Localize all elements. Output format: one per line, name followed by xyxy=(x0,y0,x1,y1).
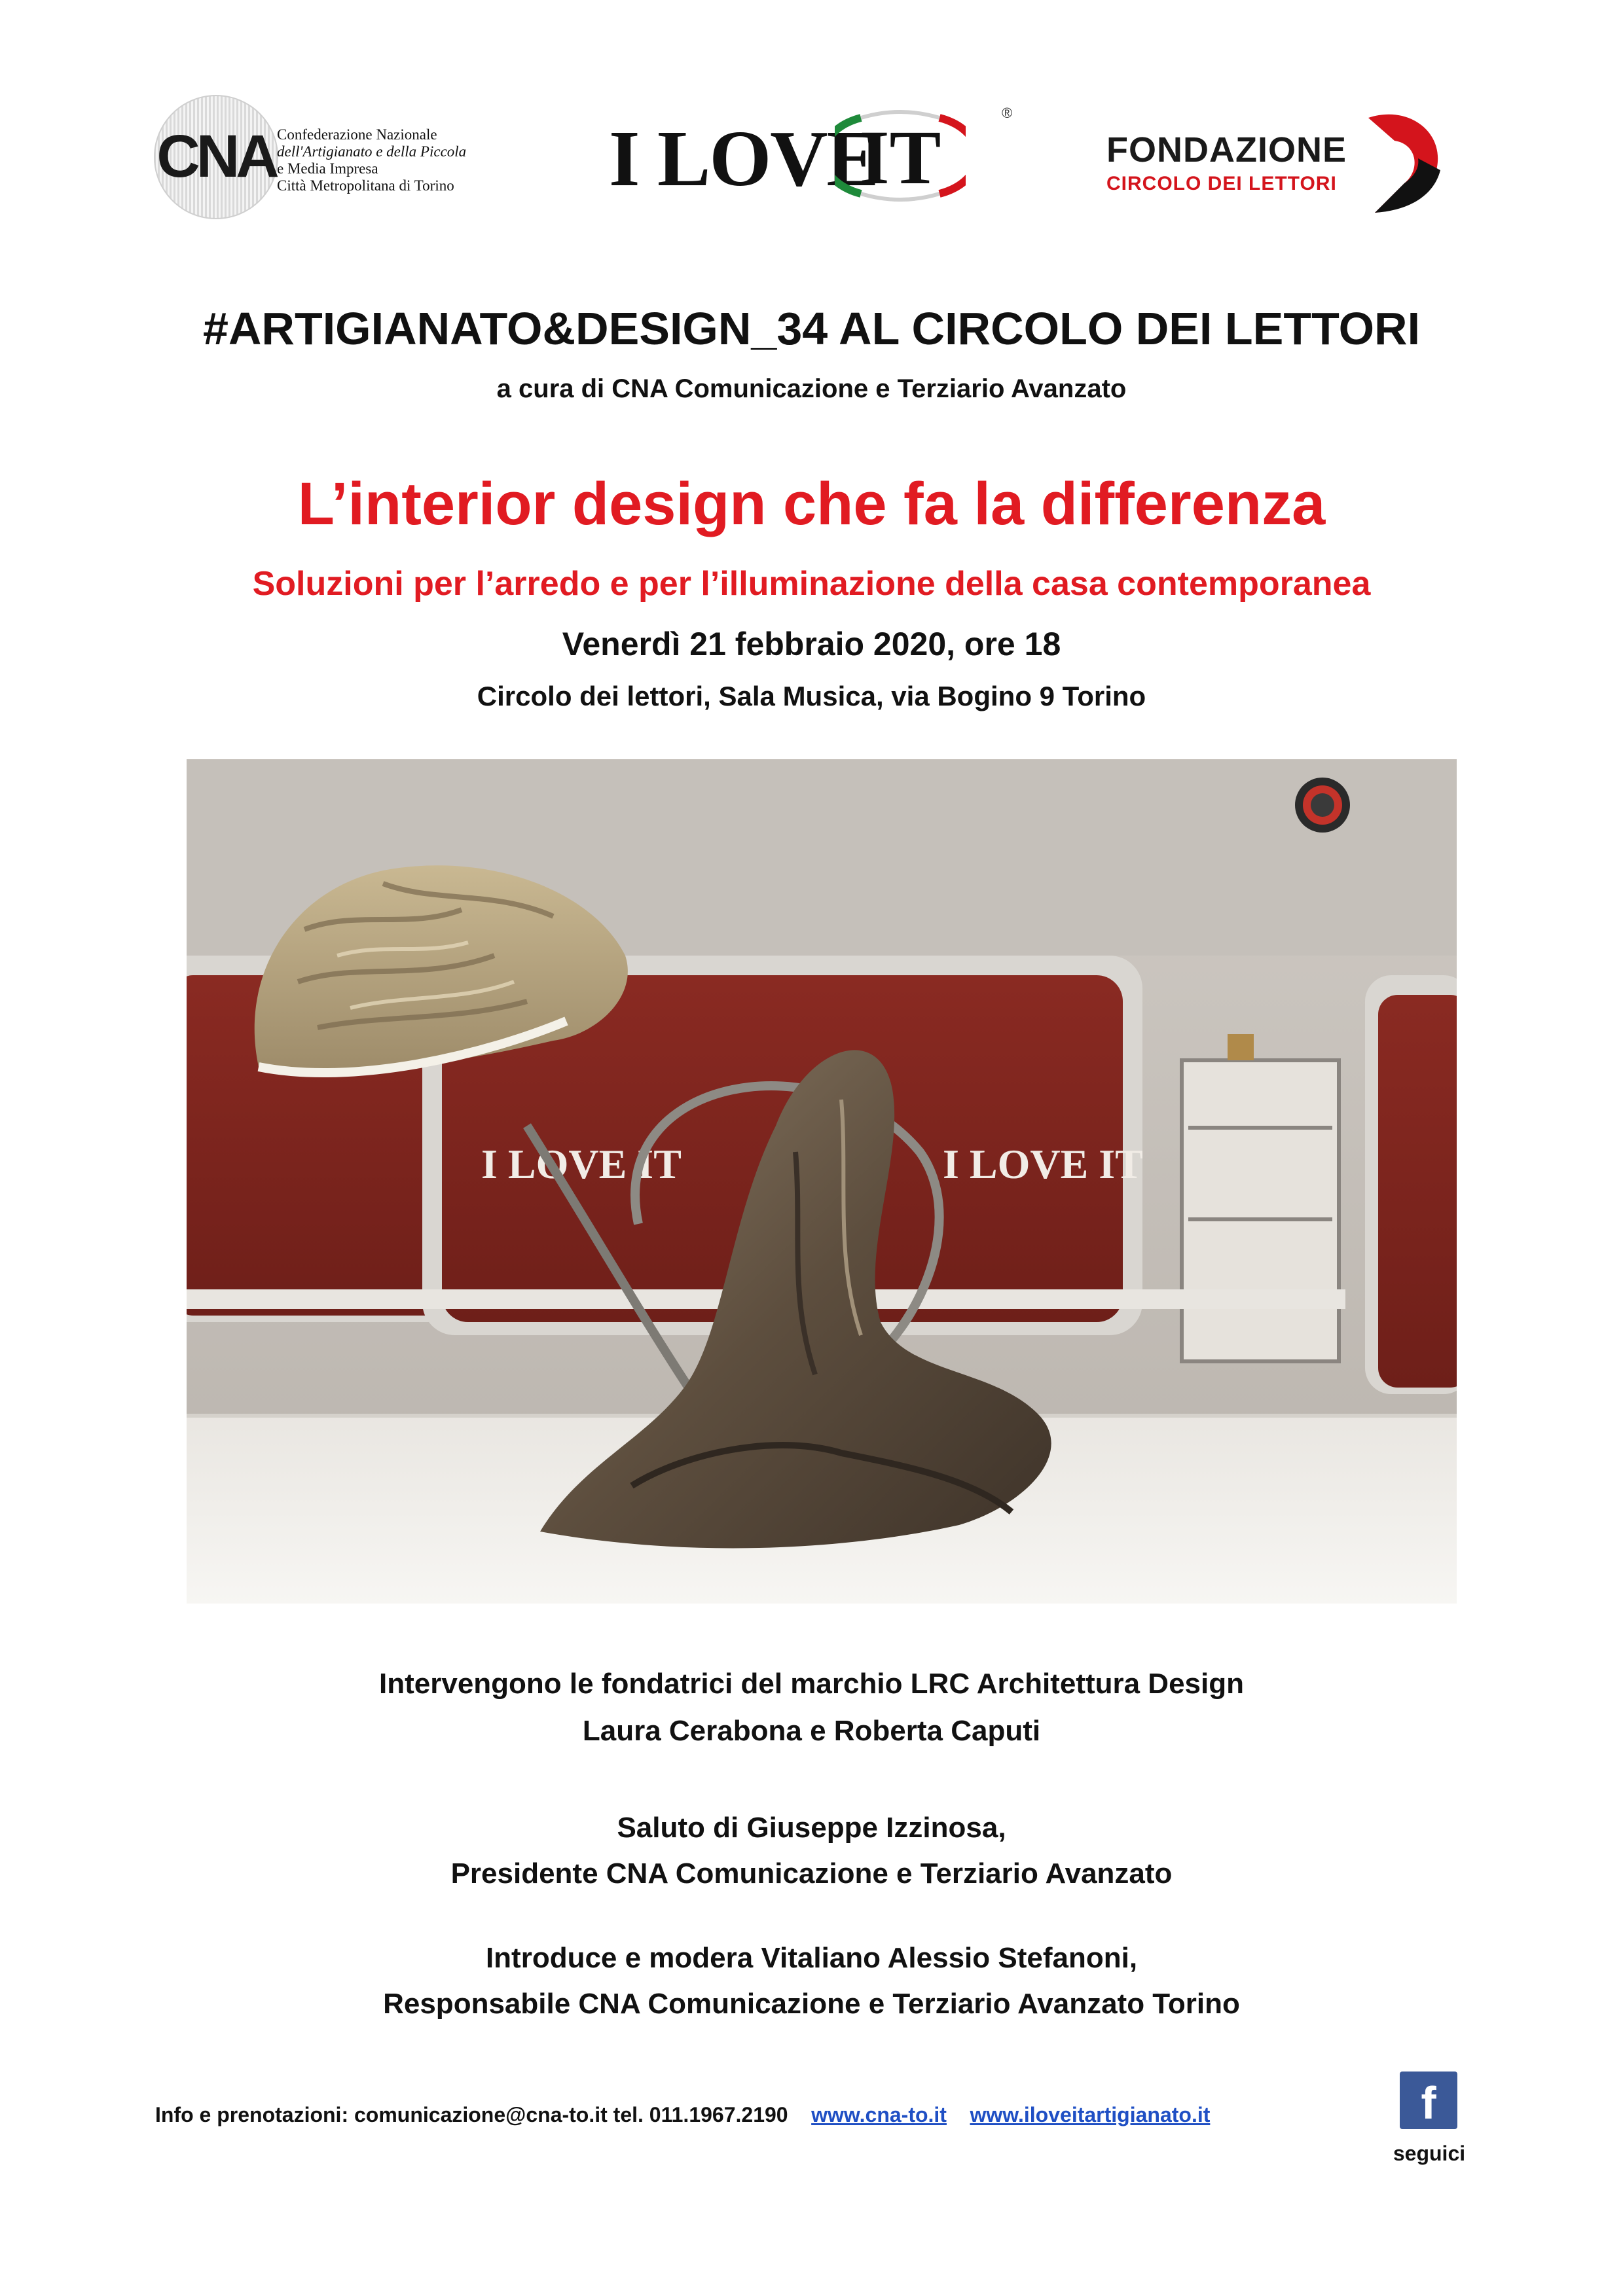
moderator-line-1: Introduce e modera Vitaliano Alessio Stefanoni, xyxy=(485,1942,1138,1974)
photo-sign: I LOVE IT xyxy=(943,1141,1143,1187)
iloveit-logo xyxy=(609,105,1028,209)
registered-mark: ® xyxy=(1002,105,1013,121)
greeting-line-1: Saluto di Giuseppe Izzinosa, xyxy=(617,1812,1006,1844)
cna-logo-text xyxy=(277,126,500,194)
facebook-icon[interactable]: f xyxy=(1400,2072,1457,2129)
iloveit-logo-text: I LOVE xyxy=(609,115,879,203)
iloveit-ring-icon xyxy=(835,110,966,202)
event-venue: Circolo dei lettori, Sala Musica, via Bogino 9 Torino xyxy=(477,681,1146,711)
cna-logo-mark: CNA xyxy=(156,123,276,190)
moderator-line-2: Responsabile CNA Comunicazione e Terziario Avanzato Torino xyxy=(383,1988,1240,2020)
iloveit-website-link[interactable]: www.iloveitartigianato.it xyxy=(970,2103,1211,2126)
iloveit-logo-it: IT xyxy=(859,115,941,200)
follow-label: seguici xyxy=(1393,2142,1466,2165)
cna-logo-line: Confederazione Nazionale xyxy=(277,126,437,143)
speakers-intro: Intervengono le fondatrici del marchio LRC Architettura Design xyxy=(379,1668,1244,1700)
footer-info: Info e prenotazioni: comunicazione@cna-to.it tel. 011.1967.2190 xyxy=(155,2103,788,2126)
event-series-heading: #ARTIGIANATO&DESIGN_34 AL CIRCOLO DEI LETTORI xyxy=(202,303,1421,354)
fondazione-logo xyxy=(1106,105,1447,216)
event-photo xyxy=(187,759,1457,1604)
cna-website-link[interactable]: www.cna-to.it xyxy=(811,2103,947,2126)
fondazione-mark-icon xyxy=(1355,105,1447,216)
speakers-names: Laura Cerabona e Roberta Caputi xyxy=(582,1715,1041,1747)
curated-by-text: a cura di CNA Comunicazione e Terziario Avanzato xyxy=(496,374,1127,403)
fondazione-logo-subtitle: CIRCOLO DEI LETTORI xyxy=(1106,173,1337,194)
cna-logo xyxy=(154,95,494,219)
footer-contact xyxy=(155,2103,1210,2127)
cna-logo-line: e Media Impresa xyxy=(277,160,378,177)
greeting-line-2: Presidente CNA Comunicazione e Terziario Avanzato xyxy=(450,1857,1173,1890)
event-title: L’interior design che fa la differenza xyxy=(297,471,1326,537)
driftwood-lamp-photo xyxy=(187,759,1457,1604)
cna-logo-line: Città Metropolitana di Torino xyxy=(277,177,454,194)
event-datetime: Venerdì 21 febbraio 2020, ore 18 xyxy=(562,626,1061,662)
fondazione-logo-title: FONDAZIONE xyxy=(1106,130,1347,170)
cna-logo-line: dell'Artigianato e della Piccola xyxy=(277,143,467,160)
photo-sign: I LOVE IT xyxy=(481,1141,682,1187)
event-subtitle: Soluzioni per l’arredo e per l’illuminazione della casa contemporanea xyxy=(252,565,1371,603)
